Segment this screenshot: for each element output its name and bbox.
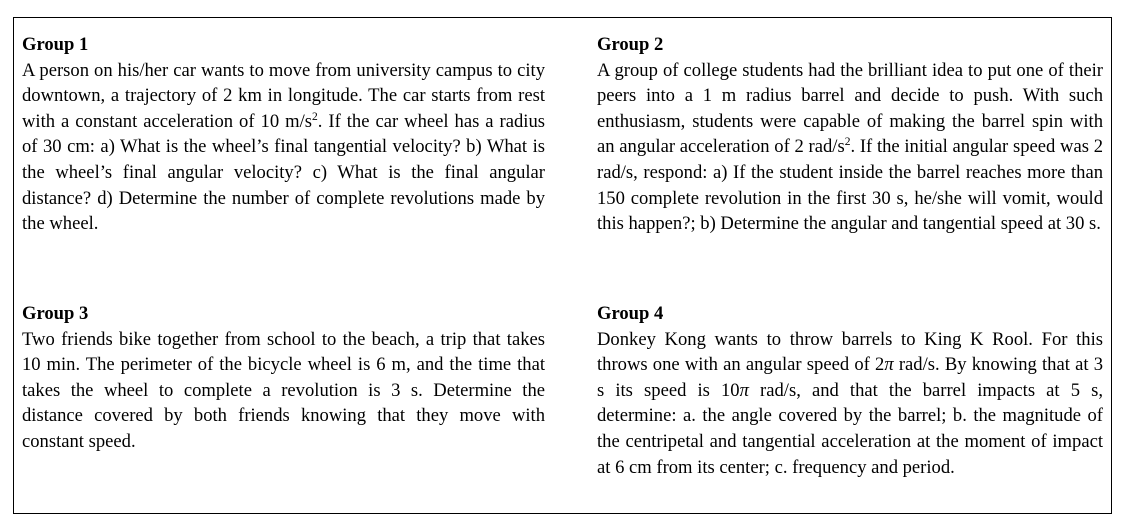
pi-symbol: π [884, 354, 894, 376]
group-1-text-part-1: A person on his/her car wants to move from university campus to city downtown, a trajectory of 2 km in longitude. The car starts from rest with a constant acceleration of 10 m/s [22, 59, 545, 132]
group-4-cell [597, 301, 1103, 480]
pi-symbol: π [739, 379, 749, 401]
group-3-cell [22, 301, 545, 455]
group-4-title: Group 4 [597, 303, 664, 324]
group-1-text-part-2: . If the car wheel has a radius of 30 cm: a) What is the wheel’s final tangential velocity? b) What is the wheel’s final angular velocity? c) What is the final angular distance? d) Determine the number of complete revolutions made by the wheel. [22, 110, 545, 235]
group-4-text-part-1: Donkey Kong wants to throw barrels to King K Rool. For this throws one with an angular speed of 2 [597, 328, 1103, 376]
group-2-title: Group 2 [597, 34, 664, 55]
group-2-text-part-1: A group of college students had the brilliant idea to put one of their peers into a 1 m radius barrel and decide to push. With such enthusiasm, students were capable of making the barrel spin with an angular acceleration of 2 rad/s [597, 59, 1103, 158]
group-1-cell [22, 32, 545, 237]
group-1-superscript: 2 [311, 110, 318, 123]
group-2-text [597, 58, 1103, 237]
group-2-text-part-2: . If the initial angular speed was 2 rad/s, respond: a) If the student inside the barrel reaches more than 150 complete revolution in the first 30 s, he/she will vomit, would this happen?; b) Determine the angular and tangential speed at 30 s. [597, 136, 1103, 235]
group-3-title: Group 3 [22, 303, 89, 324]
group-2-cell [597, 32, 1103, 237]
group-2-superscript: 2 [844, 136, 851, 149]
group-4-text [597, 327, 1103, 481]
group-4-text-part-2: rad/s. By knowing that at 3 s its speed is 10 [597, 354, 1104, 401]
group-1-title: Group 1 [22, 34, 89, 55]
group-1-text [22, 58, 545, 237]
group-3-text: Two friends bike together from school to the beach, a trip that takes 10 min. The perimeter of the bicycle wheel is 6 m, and the time that takes the wheel to complete a revolution is 3 s. Determine the distance covered by both friends knowing that they move with constant speed. [22, 328, 545, 452]
group-4-text-part-3: rad/s, and that the barrel impacts at 5 s, determine: a. the angle covered by the barrel; b. the magnitude of the centripetal and tangential acceleration at the moment of impact at 6 cm from its center; c. frequency and period. [597, 379, 1104, 478]
